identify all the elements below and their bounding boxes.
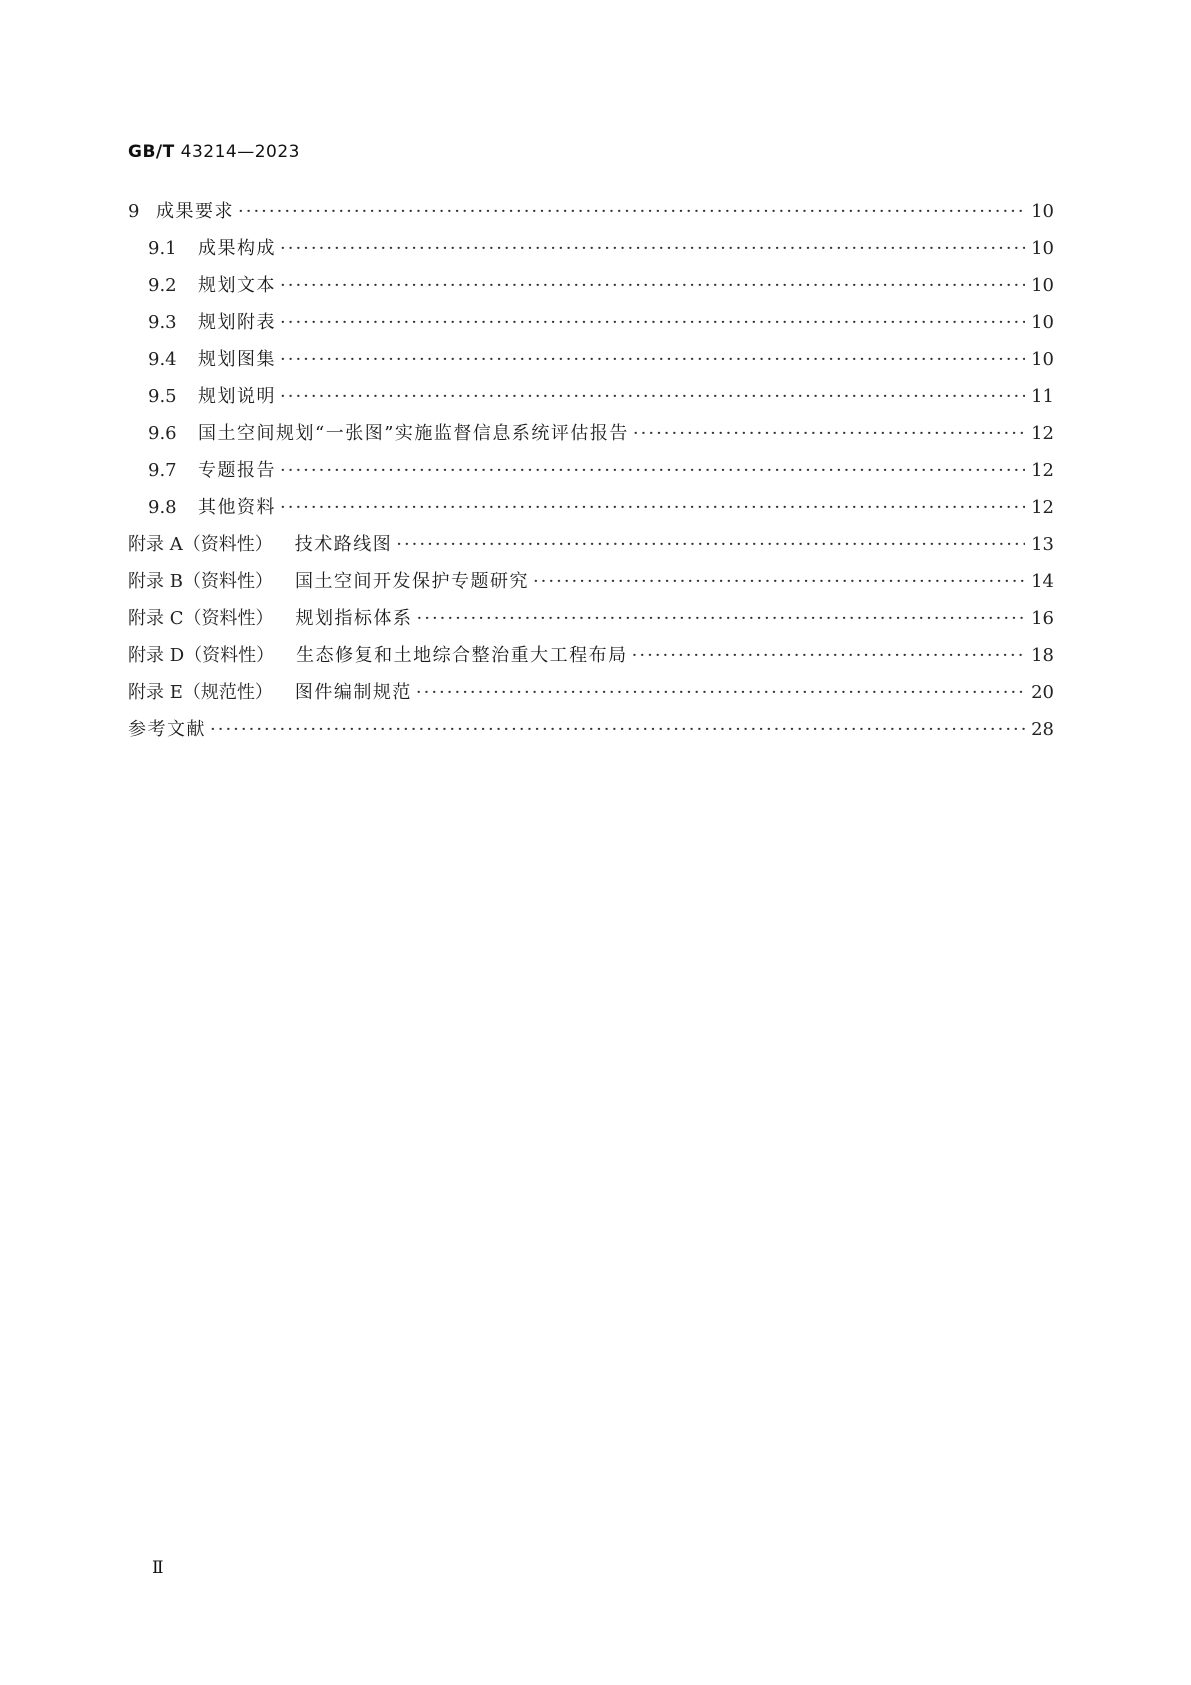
toc-leader-dots [280,378,1025,415]
toc-section-title: 规划指标体系 [295,608,413,629]
toc-section-title: 图件编制规范 [294,682,412,703]
table-of-contents [128,193,1054,748]
toc-page-number: 28 [1031,719,1054,740]
toc-section-title: 规划文本 [198,275,276,296]
toc-leader-dots [632,637,1025,674]
toc-leader-dots [280,489,1025,526]
toc-section-title: 生态修复和土地综合整治重大工程布局 [296,645,628,666]
toc-page-number: 12 [1031,460,1054,481]
toc-leader-dots [417,600,1026,637]
toc-section-title: 技术路线图 [294,534,393,555]
toc-leader-dots [633,415,1025,452]
toc-entry-9-7[interactable] [128,452,1054,489]
toc-appendix-label: 附录 D（资料性） [128,645,275,666]
toc-entry-9-1[interactable] [128,230,1054,267]
toc-page-number: 10 [1031,349,1054,370]
toc-section-title: 规划图集 [198,349,276,370]
toc-leader-dots [416,674,1025,711]
toc-entry-9-2[interactable] [128,267,1054,304]
toc-section-number: 9 [128,201,140,222]
toc-page-number: 12 [1031,423,1054,444]
toc-entry-references[interactable] [128,711,1054,748]
toc-page-number: 10 [1031,312,1054,333]
toc-leader-dots [280,267,1025,304]
page-number: Ⅱ [152,1558,164,1578]
toc-entry-9-6[interactable] [128,415,1054,452]
toc-section-number: 9.2 [148,275,177,296]
toc-section-title: 国土空间规划“一张图”实施监督信息系统评估报告 [198,423,629,444]
toc-entry-9-5[interactable] [128,378,1054,415]
toc-section-number: 9.6 [148,423,177,444]
toc-section-number: 9.3 [148,312,177,333]
toc-section-number: 9.8 [148,497,177,518]
toc-section-title: 专题报告 [198,460,276,481]
toc-page-number: 16 [1031,608,1054,629]
standard-code [128,142,300,162]
standard-prefix: GB/T [128,142,175,162]
toc-appendix-label: 附录 E（规范性） [128,682,273,703]
toc-leader-dots [533,563,1025,600]
toc-page-number: 11 [1031,386,1054,407]
toc-section-title: 规划说明 [198,386,276,407]
toc-leader-dots [396,526,1025,563]
toc-section-number: 9.5 [148,386,177,407]
toc-leader-dots [280,230,1025,267]
toc-page-number: 10 [1031,238,1054,259]
toc-section-number: 9.7 [148,460,177,481]
toc-page-number: 13 [1031,534,1054,555]
toc-entry-appendix-a[interactable] [128,526,1054,563]
toc-entry-9-8[interactable] [128,489,1054,526]
toc-entry-9[interactable] [128,193,1054,230]
toc-page-number: 10 [1031,275,1054,296]
toc-section-title: 成果构成 [198,238,276,259]
standard-number: 43214—2023 [180,142,300,162]
toc-appendix-label: 附录 A（资料性） [128,534,273,555]
toc-page-number: 18 [1031,645,1054,666]
toc-entry-appendix-c[interactable] [128,600,1054,637]
toc-section-number: 9.4 [148,349,177,370]
toc-entry-9-4[interactable] [128,341,1054,378]
toc-section-title: 国土空间开发保护专题研究 [294,571,529,592]
toc-page-number: 20 [1031,682,1054,703]
toc-leader-dots [210,711,1025,748]
toc-leader-dots [280,341,1025,378]
toc-section-title: 其他资料 [198,497,276,518]
toc-entry-appendix-b[interactable] [128,563,1054,600]
toc-entry-appendix-d[interactable] [128,637,1054,674]
toc-entry-appendix-e[interactable] [128,674,1054,711]
toc-section-number: 9.1 [148,238,177,259]
toc-leader-dots [238,193,1025,230]
toc-page-number: 12 [1031,497,1054,518]
toc-leader-dots [280,304,1025,341]
toc-appendix-label: 附录 C（资料性） [128,608,274,629]
toc-page-number: 14 [1031,571,1054,592]
toc-appendix-label: 附录 B（资料性） [128,571,273,592]
toc-entry-9-3[interactable] [128,304,1054,341]
toc-section-title: 规划附表 [198,312,276,333]
toc-section-title: 成果要求 [156,201,234,222]
toc-section-title: 参考文献 [128,719,206,740]
toc-page-number: 10 [1031,201,1054,222]
toc-leader-dots [280,452,1025,489]
